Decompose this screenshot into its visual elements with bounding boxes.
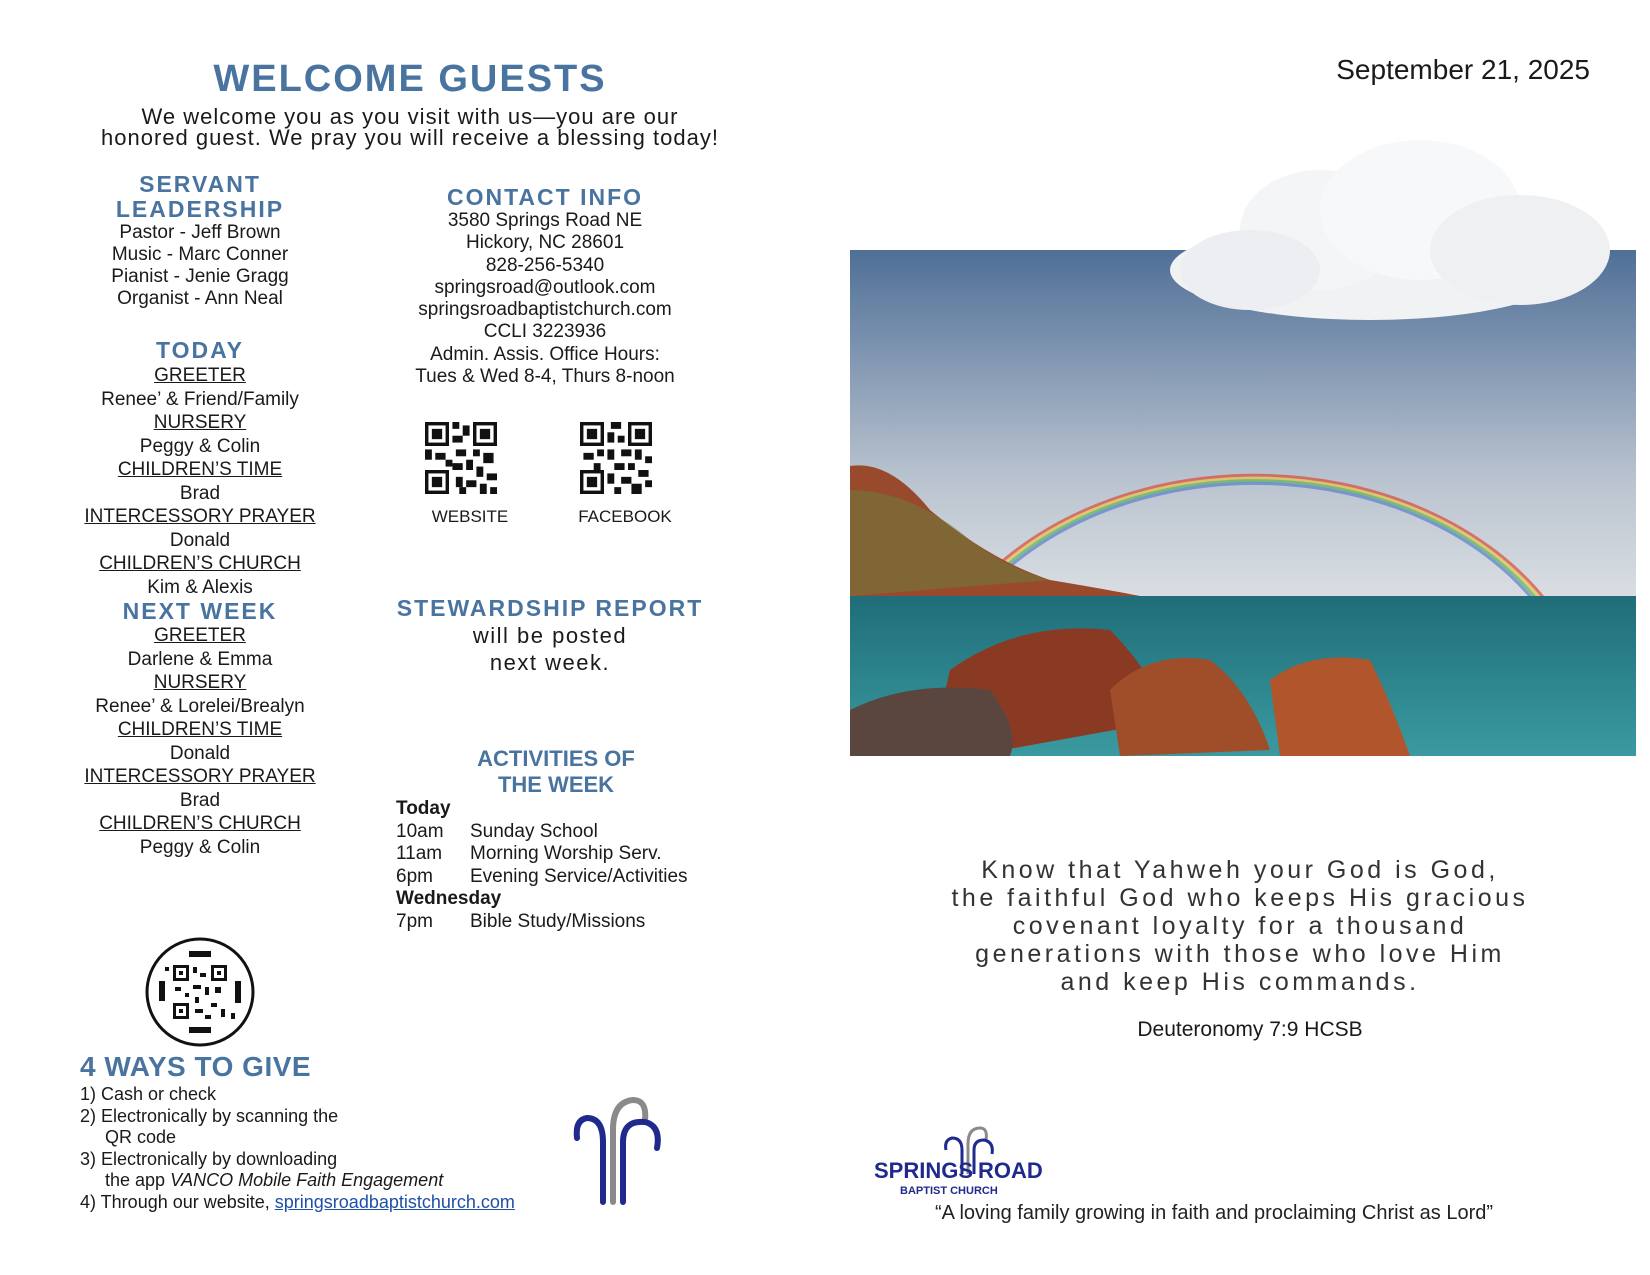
role-label: CHILDREN’S TIME [117,719,283,740]
fountain-logo-icon [565,1090,675,1210]
springs-road-logo [874,1122,1054,1202]
verse-reference: Deuteronomy 7:9 HCSB [1137,1018,1363,1041]
leader-item: Music - Marc Conner [111,244,289,265]
role-name: Donald [169,529,231,551]
bulletin-date: September 21, 2025 [1336,54,1590,85]
leader-item: Pianist - Jenie Gragg [111,266,289,287]
activity-row [396,866,688,889]
role-name: Peggy & Colin [139,836,261,858]
contact-website[interactable]: springsroadbaptistchurch.com [418,299,672,321]
welcome-line-1: We welcome you as you visit with us—you are our [141,104,679,129]
activity-event: Evening Service/Activities [470,865,688,887]
logo-springs: SPRINGS [874,1158,974,1183]
verse-line: generations with those who love Him [975,940,1505,968]
role-name: Darlene & Emma [127,648,273,670]
church-tagline: “A loving family growing in faith and proclaiming Christ as Lord” [935,1202,1494,1224]
role-label: CHILDREN’S CHURCH [99,553,301,574]
activity-day: Today [396,798,451,819]
activity-row [396,843,688,866]
today-heading: TODAY [156,337,244,363]
role-label: INTERCESSORY PRAYER [84,506,316,527]
activity-list [396,911,645,934]
activity-time: 11am [396,843,443,864]
role-name: Brad [179,482,221,504]
contact-address: 3580 Springs Road NE [447,210,643,231]
website-qr-label: WEBSITE [431,507,509,526]
role-name: Brad [179,789,221,811]
give-item-3-cont [80,1170,600,1192]
role-name: Renee’ & Friend/Family [101,388,299,410]
role-name: Kim & Alexis [147,576,253,598]
activities-section [396,746,736,933]
contact-heading: CONTACT INFO [446,184,644,210]
stewardship-section [380,595,720,676]
activity-row [396,821,688,844]
office-hours: Tues & Wed 8-4, Thurs 8-noon [415,366,675,388]
contact-city: Hickory, NC 28601 [465,232,625,254]
give-item-4 [80,1192,600,1214]
contact-info-section [380,184,710,388]
role-label: INTERCESSORY PRAYER [84,766,316,787]
leader-item: Pastor - Jeff Brown [119,222,281,243]
give-item-2: 2) Electronically by scanning the [80,1105,339,1126]
role-label: CHILDREN’S CHURCH [99,813,301,834]
activity-list [396,821,688,889]
role-name: Donald [169,742,231,764]
welcome-title: WELCOME GUESTS [213,58,607,100]
office-hours-label: Admin. Assis. Office Hours: [430,343,660,365]
give-app-prefix: the app [105,1170,171,1190]
welcome-line-2: honored guest. We pray you will receive a blessing today! [101,125,719,150]
activities-heading-1: ACTIVITIES OF [477,746,635,771]
activity-time: 10am [396,820,444,842]
stewardship-heading: STEWARDSHIP REPORT [396,595,704,621]
role-name: Peggy & Colin [139,435,261,457]
facebook-qr-label: FACEBOOK [578,507,672,526]
role-label: NURSERY [153,672,247,693]
contact-phone: 828-256-5340 [485,254,605,276]
verse-line: the faithful God who keeps His gracious [951,884,1529,912]
logo-subtitle: BAPTIST CHURCH [900,1185,998,1197]
giving-qr-code-icon[interactable] [145,937,255,1047]
welcome-message [70,106,750,148]
next-week-heading: NEXT WEEK [122,598,278,624]
leadership-heading-2: LEADERSHIP [115,196,285,222]
give-item-2-cont: QR code [105,1127,177,1147]
role-label: CHILDREN’S TIME [117,459,283,480]
activity-time: 7pm [396,910,433,932]
give-website-prefix: 4) Through our website, [80,1191,275,1212]
activity-event: Morning Worship Serv. [470,843,662,864]
verse-line: Know that Yahweh your God is God, [981,856,1499,884]
logo-road: ROAD [978,1158,1043,1183]
role-label: NURSERY [153,412,247,433]
leadership-heading-1: SERVANT [139,171,261,197]
activity-time: 6pm [396,865,433,887]
contact-email[interactable]: springsroad@outlook.com [434,276,656,298]
role-label: GREETER [154,365,246,386]
leader-item: Organist - Ann Neal [117,288,283,309]
verse-line: covenant loyalty for a thousand [1012,912,1468,940]
activity-event: Sunday School [470,820,598,842]
facebook-qr-code-icon [580,422,652,494]
give-item-1: 1) Cash or check [80,1084,217,1104]
activity-day: Wednesday [396,888,502,909]
role-name: Renee’ & Lorelei/Brealyn [95,695,305,717]
servant-leadership-section [70,172,330,310]
scripture-verse [880,856,1600,996]
verse-line: and keep His commands. [1060,968,1420,996]
activity-event: Bible Study/Missions [470,910,646,932]
activities-heading-2: THE WEEK [497,772,615,797]
stewardship-line-2: next week. [489,650,611,675]
volunteer-schedule [50,336,350,859]
cloud-image [1150,120,1630,340]
give-item-3: 3) Electronically by downloading [80,1148,338,1169]
ways-to-give-section [80,1050,600,1213]
give-website-link[interactable]: springsroadbaptistchurch.com [274,1191,515,1212]
give-app-name: VANCO Mobile Faith Engagement [170,1170,444,1190]
website-qr-code-icon [425,422,497,494]
website-qr[interactable] [425,422,515,527]
activity-row [396,911,645,934]
give-heading: 4 WAYS TO GIVE [80,1051,312,1082]
contact-ccli: CCLI 3223936 [483,321,607,343]
facebook-qr[interactable] [580,422,670,527]
role-label: GREETER [154,625,246,646]
stewardship-line-1: will be posted [472,623,628,648]
